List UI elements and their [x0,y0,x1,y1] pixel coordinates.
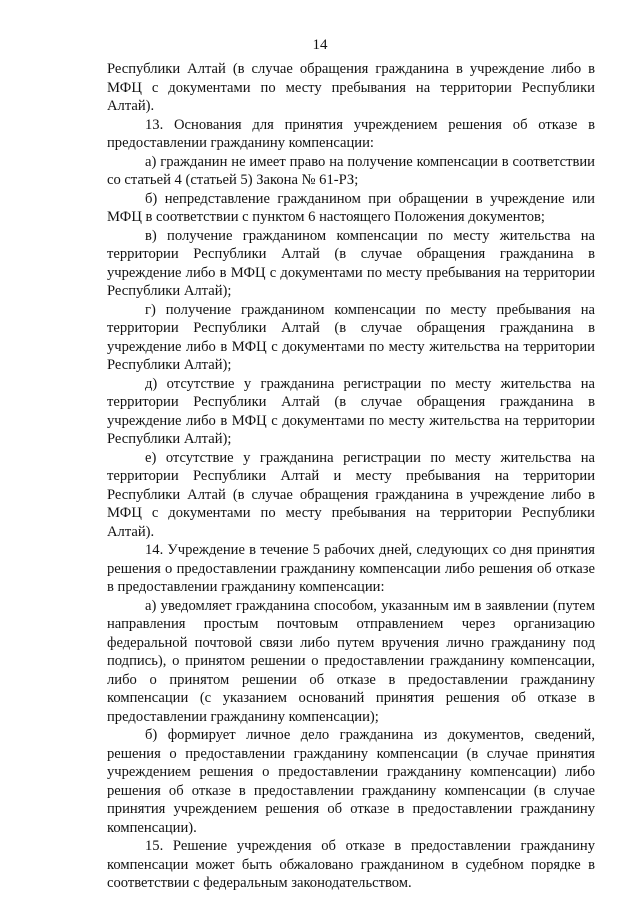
paragraph-14: 14. Учреждение в течение 5 рабочих дней, следующих со дня принятия решения о предоставлении гражданину компенсации либо решения об отказе в предоставлении гражданину компенсации: [107,542,595,595]
paragraph-13-d: д) отсутствие у гражданина регистрации по месту жительства на территории Республики Алтай (в случае обращения гражданина в учреждение либо в МФЦ с документами по месту жительства на территории Республики Алтай); [107,375,595,447]
paragraph-13-v: в) получение гражданином компенсации по месту жительства на территории Республики Алтай (в случае обращения гражданина в учреждение либо в МФЦ с документами по месту пребывания на территории Республики Алтай); [107,227,595,299]
document-body [107,60,595,893]
page-number: 14 [312,37,328,53]
paragraph-14-b: б) формирует личное дело гражданина из документов, сведений, решения о предоставлении гражданину компенсации (в случае принятия учреждением решения о предоставлении гражданину компенсации) либо решения об отказе в предоставлении гражданину компенсации (в случае принятия учреждением решения об отказе в предоставлении гражданину компенсации). [107,727,595,836]
paragraph-13-b: б) непредставление гражданином при обращении в учреждение или МФЦ в соответствии с пунктом 6 настоящего Положения документов; [107,190,595,225]
paragraph-13: 13. Основания для принятия учреждением решения об отказе в предоставлении гражданину компенсации: [107,116,595,151]
paragraph: Республики Алтай (в случае обращения гражданина в учреждение либо в МФЦ с документами по месту пребывания на территории Республики Алтай). [107,61,595,114]
paragraph-15: 15. Решение учреждения об отказе в предоставлении гражданину компенсации может быть обжаловано гражданином в судебном порядке в соответствии с федеральным законодательством. [107,838,595,891]
paragraph-13-g: г) получение гражданином компенсации по месту пребывания на территории Республики Алтай (в случае обращения гражданина в учреждение либо в МФЦ с документами по месту жительства на территории Республики Алтай); [107,301,595,373]
paragraph-13-a: а) гражданин не имеет право на получение компенсации в соответствии со статьей 4 (статьей 5) Закона № 61-РЗ; [107,153,595,188]
paragraph-14-a: а) уведомляет гражданина способом, указанным им в заявлении (путем направления простым почтовым отправлением через организацию федеральной почтовой связи либо путем вручения лично гражданину под подпись), о принятом решении о предоставлении гражданину компенсации, либо о принятом решении об отказе в предоставлении гражданину компенсации (с указанием оснований принятия решения об отказе в предоставлении гражданину компенсации); [107,597,595,725]
paragraph-13-e: е) отсутствие у гражданина регистрации по месту жительства на территории Республики Алтай и месту пребывания на территории Республики Алтай (в случае обращения гражданина в учреждение либо в МФЦ с документами по месту пребывания на территории Республики Алтай). [107,449,595,540]
